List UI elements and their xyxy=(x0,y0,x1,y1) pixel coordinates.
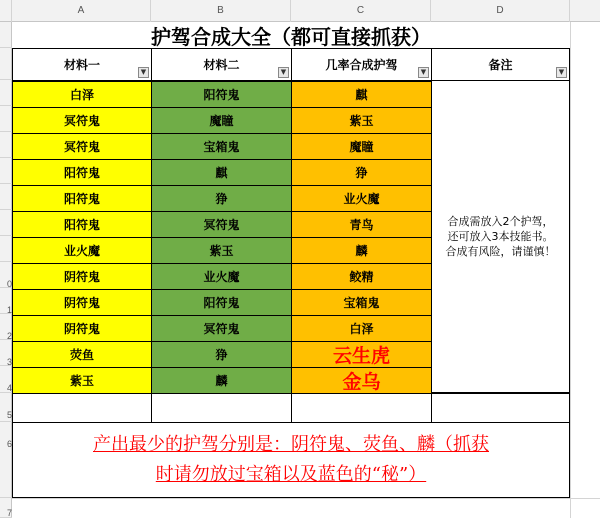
cell-material-2[interactable] xyxy=(151,81,292,108)
cell-material-2[interactable] xyxy=(151,133,292,160)
footer-line: 产出最少的护驾分别是：阴符鬼、荧鱼、麟（抓获 xyxy=(93,434,489,455)
footer-text xyxy=(93,430,489,490)
cell-material-1-text: 荧鱼 xyxy=(69,348,94,362)
column-header-c[interactable]: C xyxy=(291,0,431,22)
row-header[interactable]: 4 xyxy=(0,366,12,393)
cell-material-1[interactable] xyxy=(12,159,152,186)
cell-material-1[interactable] xyxy=(12,185,152,212)
note-line: 合成需放入2个护驾， xyxy=(447,215,554,228)
row-header[interactable]: 1 xyxy=(0,288,12,314)
cell-material-2-text: 麟 xyxy=(215,374,228,388)
cell-result-text: 宝箱鬼 xyxy=(343,296,380,310)
footer-line: 时请勿放过宝箱以及蓝色的“秘”） xyxy=(155,464,427,485)
filter-dropdown-icon[interactable]: ▼ xyxy=(418,67,429,78)
header-note[interactable] xyxy=(431,48,570,81)
cell-result[interactable] xyxy=(291,159,432,186)
cell-material-2-text: 魔瞳 xyxy=(209,114,234,128)
cell-material-1-text: 阳符鬼 xyxy=(63,218,100,232)
empty-cell[interactable] xyxy=(291,393,432,423)
cell-result-text: 青鸟 xyxy=(349,218,374,232)
cell-result-text: 鲛精 xyxy=(349,270,374,284)
cell-material-2-text: 宝箱鬼 xyxy=(203,140,240,154)
row-header[interactable]: 2 xyxy=(0,314,12,340)
cell-material-2-text: 狰 xyxy=(215,348,228,362)
cell-material-1[interactable] xyxy=(12,263,152,290)
cell-material-2[interactable] xyxy=(151,107,292,134)
row-header[interactable]: 6 xyxy=(0,422,12,498)
cell-result-text: 紫玉 xyxy=(349,114,374,128)
footer-note[interactable] xyxy=(12,422,570,498)
filter-dropdown-icon[interactable]: ▼ xyxy=(278,67,289,78)
cell-material-1[interactable] xyxy=(12,289,152,316)
cell-result[interactable] xyxy=(291,133,432,160)
cell-material-2[interactable] xyxy=(151,185,292,212)
cell-material-1-text: 紫玉 xyxy=(69,374,94,388)
cell-material-1-text: 冥符鬼 xyxy=(63,114,100,128)
cell-material-1-text: 阳符鬼 xyxy=(63,166,100,180)
row-header[interactable] xyxy=(0,184,12,210)
note-text xyxy=(446,214,556,259)
cell-material-1[interactable] xyxy=(12,367,152,394)
cell-material-2-text: 冥符鬼 xyxy=(203,322,240,336)
row-header[interactable] xyxy=(0,106,12,132)
cell-result-text: 业火魔 xyxy=(343,192,380,206)
cell-result-text: 魔瞳 xyxy=(349,140,374,154)
cell-material-2-text: 紫玉 xyxy=(209,244,234,258)
cell-result[interactable] xyxy=(291,367,432,394)
row-header[interactable]: 7 xyxy=(0,498,12,518)
cell-material-1-text: 阳符鬼 xyxy=(63,192,100,206)
cell-material-2[interactable] xyxy=(151,211,292,238)
cell-result[interactable] xyxy=(291,237,432,264)
cell-material-1-text: 白泽 xyxy=(69,88,94,102)
cell-material-2[interactable] xyxy=(151,263,292,290)
cell-result[interactable] xyxy=(291,107,432,134)
header-material-2[interactable] xyxy=(151,48,292,81)
cell-material-2[interactable] xyxy=(151,341,292,368)
page-title[interactable]: 护驾合成大全（都可直接抓获） xyxy=(151,24,431,49)
cell-result-text: 麒 xyxy=(355,88,368,102)
cell-material-1-text: 阴符鬼 xyxy=(63,322,100,336)
header-result-label: 几率合成护驾 xyxy=(325,58,398,72)
header-result[interactable] xyxy=(291,48,432,81)
cell-material-2[interactable] xyxy=(151,367,292,394)
cell-material-2-text: 狰 xyxy=(215,192,228,206)
gridline xyxy=(12,498,600,499)
cell-material-1-text: 阴符鬼 xyxy=(63,270,100,284)
gridline xyxy=(570,22,571,518)
note-line: 还可放入3本技能书。 xyxy=(447,230,554,243)
cell-material-1[interactable] xyxy=(12,341,152,368)
cell-result[interactable] xyxy=(291,315,432,342)
row-header[interactable]: 5 xyxy=(0,393,12,422)
cell-result[interactable] xyxy=(291,185,432,212)
column-header-d[interactable]: D xyxy=(431,0,570,22)
row-header[interactable]: 3 xyxy=(0,340,12,366)
note-line: 合成有风险，请谨慎！ xyxy=(445,245,556,258)
column-header-a[interactable]: A xyxy=(12,0,151,22)
cell-result-text: 金乌 xyxy=(342,371,381,393)
cell-material-1[interactable] xyxy=(12,81,152,108)
cell-material-2-text: 麒 xyxy=(215,166,228,180)
header-material-1-label: 材料一 xyxy=(63,58,100,72)
cell-material-1-text: 阴符鬼 xyxy=(63,296,100,310)
cell-material-2-text: 业火魔 xyxy=(203,270,240,284)
empty-cell[interactable] xyxy=(431,393,570,423)
column-header-bar xyxy=(0,0,600,22)
row-header-strip xyxy=(0,22,12,518)
row-header[interactable] xyxy=(0,48,12,80)
cell-result-text: 麟 xyxy=(355,244,368,258)
cell-material-1[interactable] xyxy=(12,133,152,160)
cell-material-1[interactable] xyxy=(12,107,152,134)
cell-material-2[interactable] xyxy=(151,289,292,316)
cell-material-2[interactable] xyxy=(151,315,292,342)
row-header[interactable] xyxy=(0,80,12,106)
row-header[interactable] xyxy=(0,158,12,184)
cell-material-2-text: 阳符鬼 xyxy=(203,296,240,310)
corner-select-all[interactable] xyxy=(0,0,12,22)
cell-result[interactable] xyxy=(291,81,432,108)
cell-result-text: 狰 xyxy=(355,166,368,180)
cell-material-1[interactable] xyxy=(12,237,152,264)
cell-material-2-text: 冥符鬼 xyxy=(203,218,240,232)
cell-material-1-text: 冥符鬼 xyxy=(63,140,100,154)
cell-result-text: 白泽 xyxy=(349,322,374,336)
header-material-2-label: 材料二 xyxy=(203,58,240,72)
row-header[interactable] xyxy=(0,210,12,236)
filter-dropdown-icon[interactable]: ▼ xyxy=(556,67,567,78)
empty-cell[interactable] xyxy=(151,393,292,423)
cell-result-text: 云生虎 xyxy=(332,345,390,367)
cell-material-2[interactable] xyxy=(151,159,292,186)
cell-material-1-text: 业火魔 xyxy=(63,244,100,258)
note-cell[interactable] xyxy=(431,80,570,393)
cell-material-2-text: 阳符鬼 xyxy=(203,88,240,102)
cell-material-1[interactable] xyxy=(12,211,152,238)
cell-result[interactable] xyxy=(291,289,432,316)
row-header[interactable]: 0 xyxy=(0,262,12,288)
column-header-b[interactable]: B xyxy=(151,0,291,22)
header-note-label: 备注 xyxy=(488,58,513,72)
row-header[interactable] xyxy=(0,22,12,48)
row-header[interactable] xyxy=(0,236,12,262)
cell-material-1[interactable] xyxy=(12,315,152,342)
row-header[interactable] xyxy=(0,132,12,158)
header-material-1[interactable] xyxy=(12,48,152,81)
cell-result[interactable] xyxy=(291,211,432,238)
cell-material-2[interactable] xyxy=(151,237,292,264)
cell-result[interactable] xyxy=(291,263,432,290)
filter-dropdown-icon[interactable]: ▼ xyxy=(138,67,149,78)
empty-cell[interactable] xyxy=(12,393,152,423)
cell-result[interactable] xyxy=(291,341,432,368)
